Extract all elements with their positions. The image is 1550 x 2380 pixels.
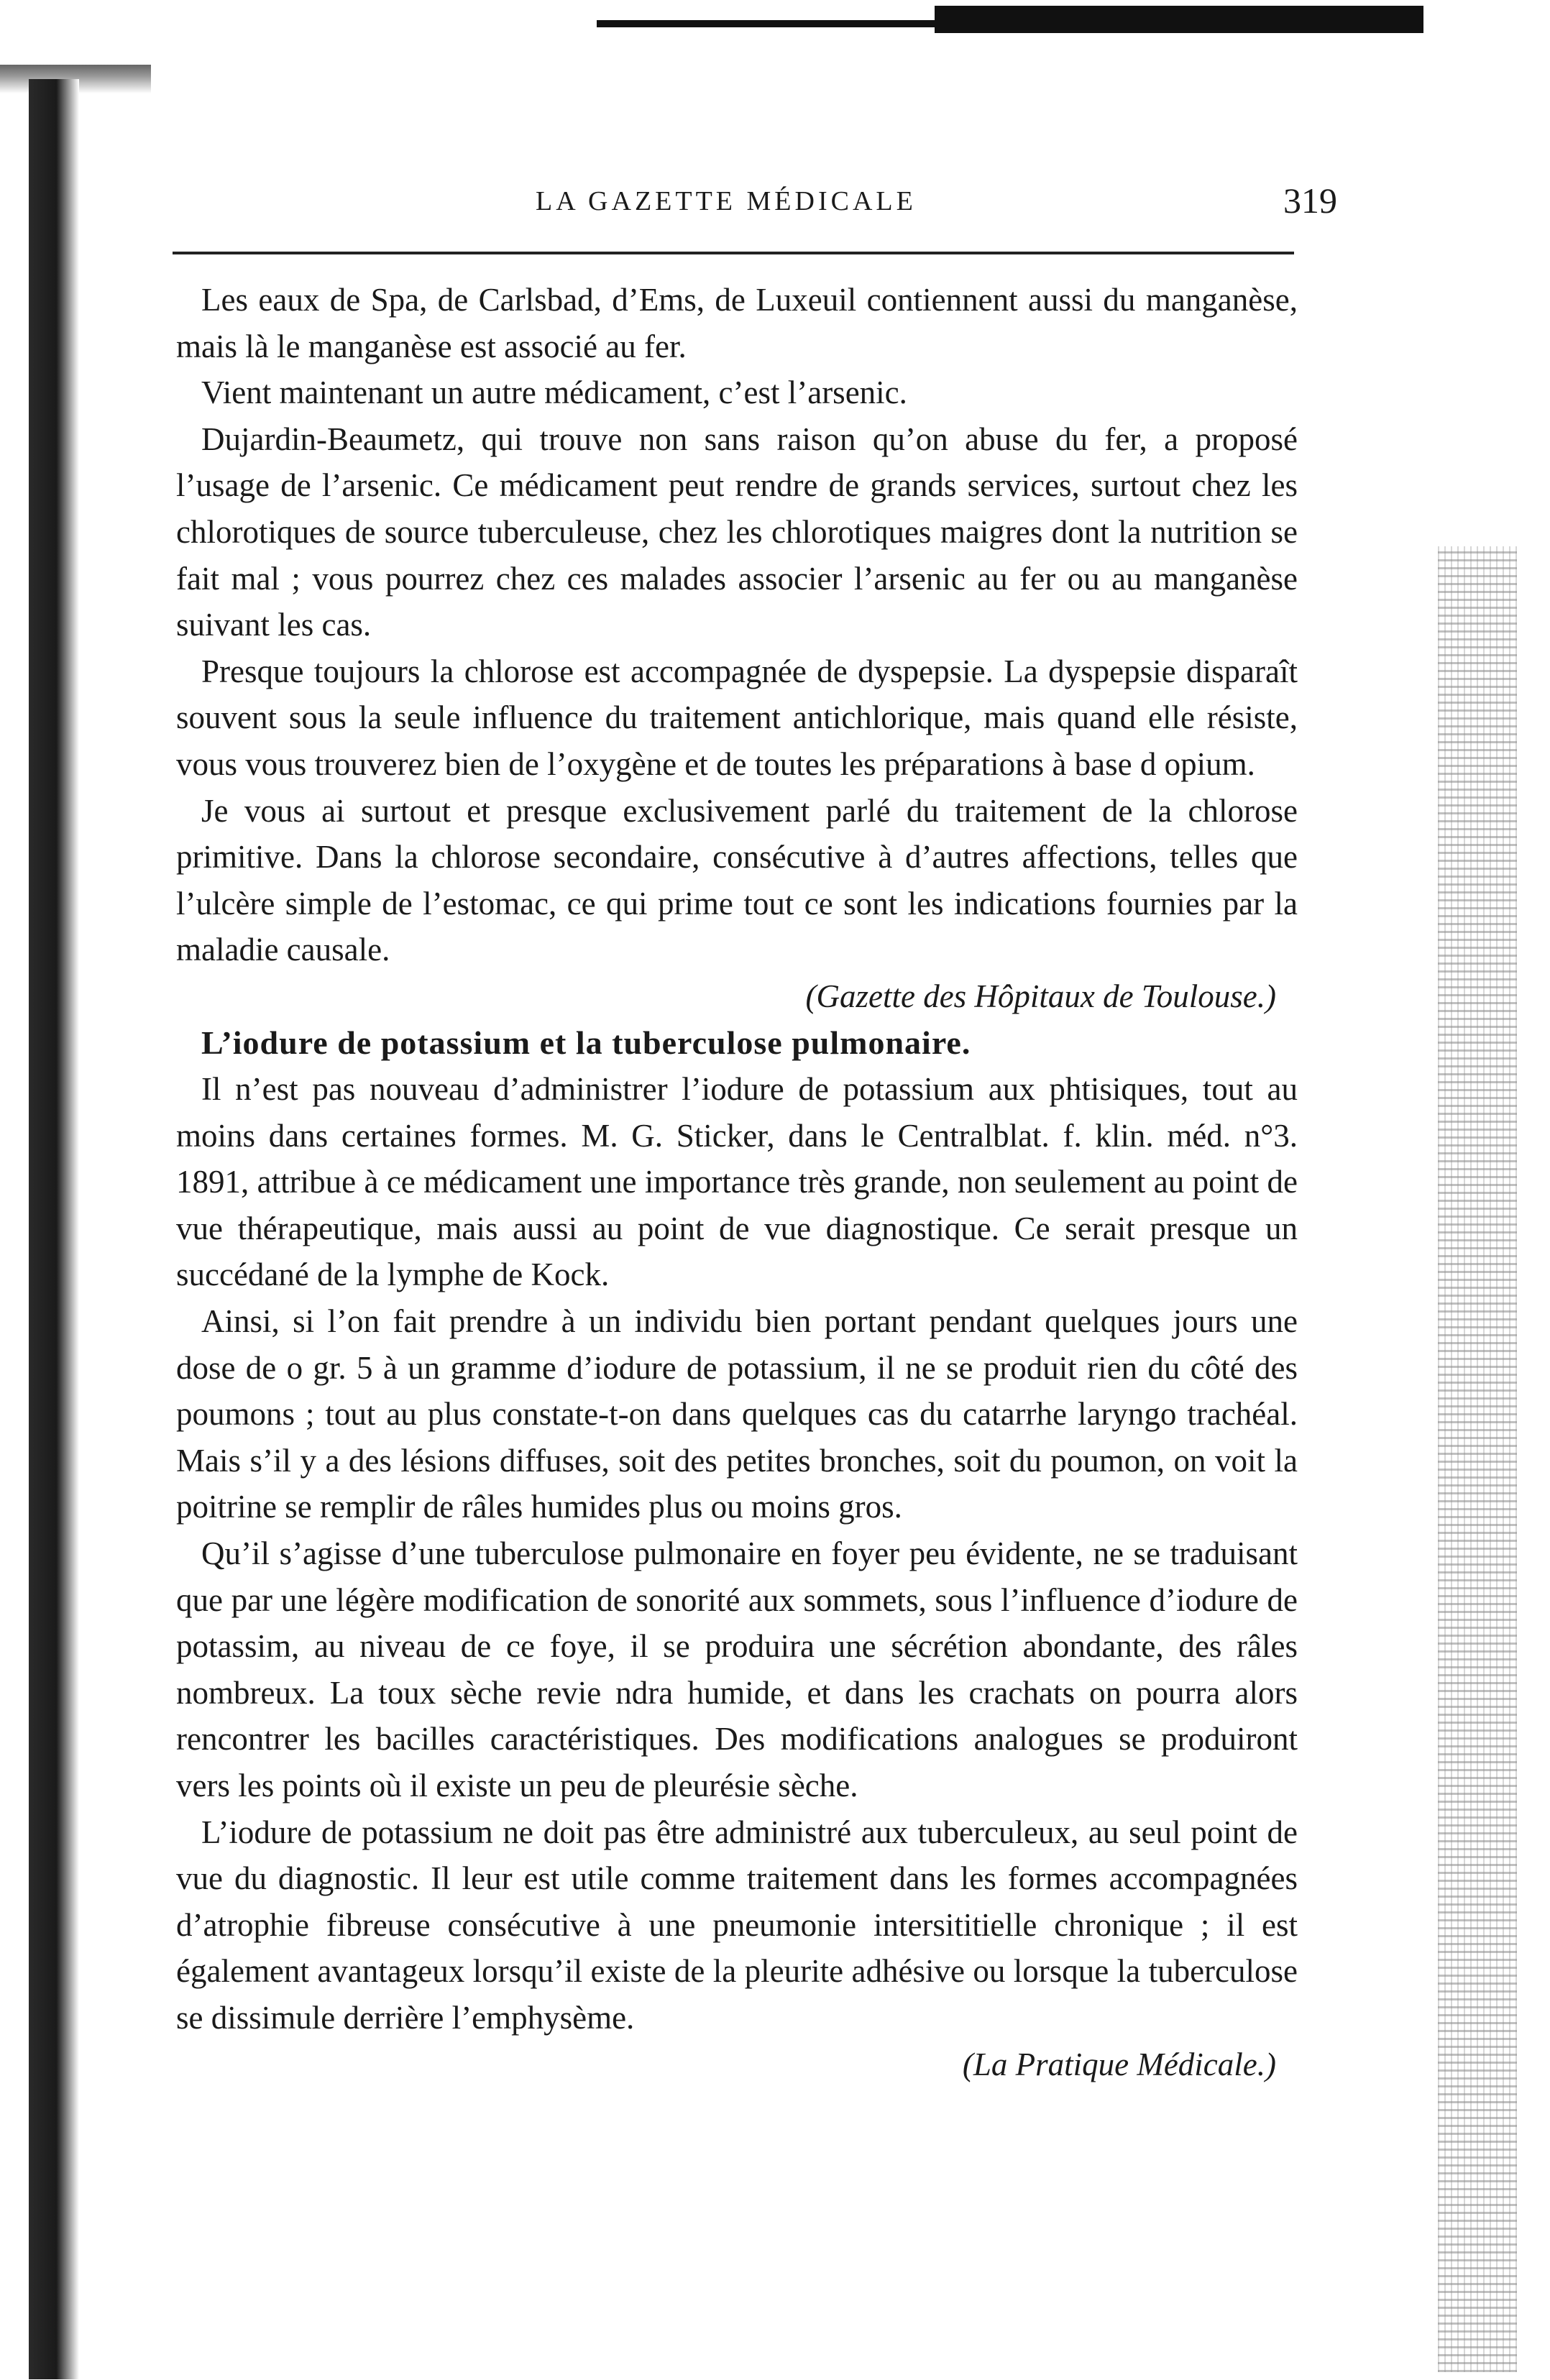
running-title: LA GAZETTE MÉDICALE [536, 186, 917, 216]
paragraph: Je vous ai surtout et presque exclusivement parlé du traitement de la chlorose primitive. Dans la chlorose secondaire, consécutive à d’autres affections, telles que l’ulcère simple de l’estomac, ce qui prime tout ce sont les indications fournies par la maladie causale. [176, 792, 1298, 968]
paragraph: Qu’il s’agisse d’une tuberculose pulmonaire en foyer peu évidente, ne se traduisant que par une légère modification de sonorité aux sommets, sous l’influence d’iodure de potassim, au niveau de ce foye, il se produira une sécrétion abondante, des râles nombreux. La toux sèche revie ndra humide, et dans les crachats on pourra alors rencontrer les bacilles caractéristiques. Des modifications analogues se produiront vers les points où il existe un peu de pleurésie sèche. [176, 1535, 1298, 1804]
paragraph: Vient maintenant un autre médicament, c’est l’arsenic. [201, 375, 907, 411]
source-citation: (La Pratique Médicale.) [962, 2046, 1276, 2082]
paragraph: Il n’est pas nouveau d’administrer l’iodure de potassium aux phtisiques, tout au moins dans certaines formes. M. G. Sticker, dans le Centralblat. f. klin. méd. n°3. 1891, attribue à ce médicament une importance très grande, non seulement au point de vue thérapeutique, mais aussi au point de vue diagnostique. Ce serait presque un succédané de la lymphe de Kock. [176, 1071, 1298, 1293]
page-number: 319 [1283, 180, 1337, 221]
paragraph: L’iodure de potassium ne doit pas être administré aux tuberculeux, au seul point de vue du diagnostic. Il leur est utile comme traitement dans les formes accompagnées d’atrophie fibreuse consécutive à une pneumonie intersititielle chronique ; il est également avantageux lorsqu’il existe de la pleurite adhésive ou lorsque la tuberculose se dissimule derrière l’emphysème. [176, 1814, 1298, 2036]
scan-right-margin-noise [1438, 546, 1517, 2372]
scan-top-edge [935, 6, 1423, 33]
page-body [176, 277, 1298, 2087]
header-rule [173, 252, 1294, 254]
paragraph: Dujardin-Beaumetz, qui trouve non sans raison qu’on abuse du fer, a proposé l’usage de l’arsenic. Ce médicament peut rendre de grands services, surtout chez les chlorotiques de source tuberculeuse, chez les chlorotiques maigres dont la nutrition se fait mal ; vous pourrez chez ces malades associer l’arsenic au fer ou au manganèse suivant les cas. [176, 421, 1298, 643]
page-header [173, 180, 1337, 237]
source-citation: (Gazette des Hôpitaux de Toulouse.) [805, 978, 1276, 1014]
paragraph: Presque toujours la chlorose est accompagnée de dyspepsie. La dyspepsie disparaît souvent sous la seule influence du traitement antichlorique, mais quand elle résiste, vous vous trouverez bien de l’oxygène et de toutes les préparations à base d opium. [176, 653, 1298, 782]
section-title: L’iodure de potassium et la tuberculose pulmonaire. [201, 1024, 971, 1061]
paragraph: Ainsi, si l’on fait prendre à un individu bien portant pendant quelques jours une dose de o gr. 5 à un gramme d’iodure de potassium, il ne se produit rien du côté des poumons ; tout au plus constate-t-on dans quelques cas du catarrhe laryngo trachéal. Mais s’il y a des lésions diffuses, soit des petites bronches, soit du poumon, on voit la poitrine se remplir de râles humides plus ou moins gros. [176, 1303, 1298, 1525]
scan-binding-edge [29, 79, 79, 2379]
paragraph: Les eaux de Spa, de Carlsbad, d’Ems, de Luxeuil contiennent aussi du manganèse, mais là le manganèse est associé au fer. [176, 282, 1298, 364]
